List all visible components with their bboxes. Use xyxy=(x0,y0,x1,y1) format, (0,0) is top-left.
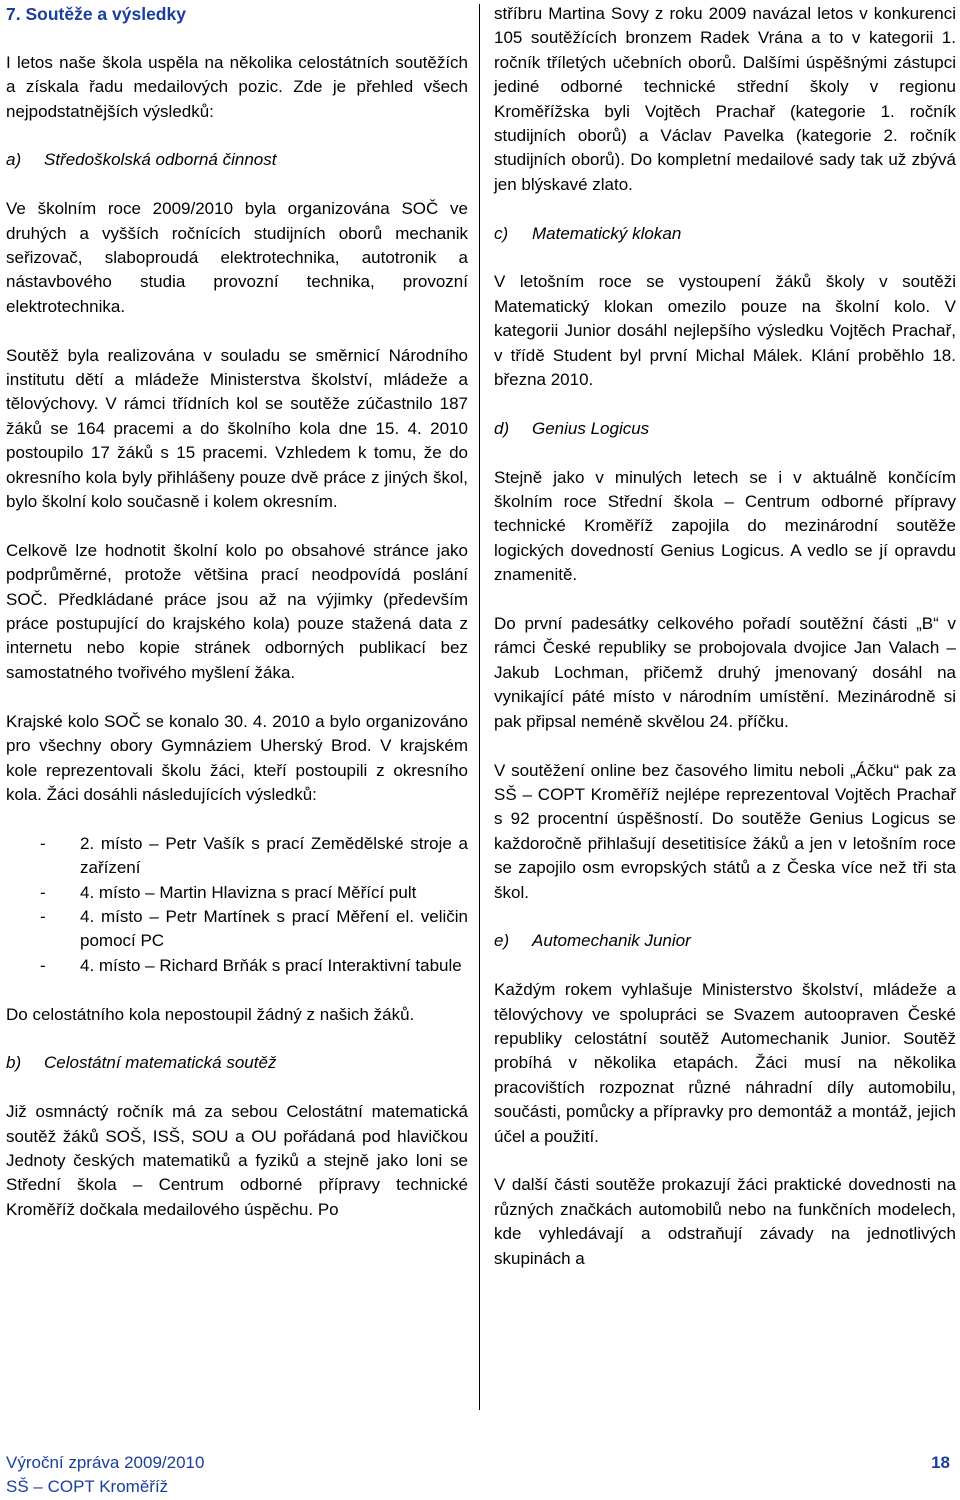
paragraph: Do první padesátky celkového pořadí soutěžní části „B“ v rámci České republiky se probojovala dvojice Jan Valach – Jakub Lochman, přičemž druhý jmenovaný dosáhl na vynikající páté místo v národním umístění. Mezinárodně si pak připsal neméně skvělou 24. příčku. xyxy=(494,614,956,731)
paragraph: Soutěž byla realizována v souladu se směrnicí Národního institutu dětí a mládeže Ministerstva školství, mládeže a tělovýchovy. V rámci třídních kol se soutěže zúčastnilo 187 žáků se 164 pracemi a do školního kola dne 15. 4. 2010 postoupilo 17 žáků s 15 pracemi. Vzhledem k tomu, že do okresního kola byly přihlášeny pouze dvě práce z jiných škol, bylo školní kolo současně i kolem okresním. xyxy=(6,345,468,512)
list-dash: - xyxy=(40,833,46,853)
column-divider xyxy=(479,4,480,1410)
paragraph: Každým rokem vyhlašuje Ministerstvo školství, mládeže a tělovýchovy ve spolupráci se Svazem autoopraven České republiky celostátní soutěž Automechanik Junior. Soutěž probíhá v několika etapách. Žáci musí na několika pracovištích rozpoznat různé náhradní díly automobilu, součásti, pomůcky a přípravky pro demontáž a montáž, jejich účel a použití. xyxy=(494,980,956,1146)
list-item xyxy=(6,832,468,881)
subheading-title: Genius Logicus xyxy=(532,418,650,438)
list-item-text: 2. místo – Petr Vašík s prací Zemědělské stroje a zařízení xyxy=(80,833,468,878)
subheading-letter: e) xyxy=(494,931,510,951)
paragraph: Krajské kolo SOČ se konalo 30. 4. 2010 a bylo organizováno pro všechny obory Gymnáziem Uherský Brod. V krajském kole reprezentovali školu žáci, kteří postoupili z okresního kola. Žáci dosáhli následujících výsledků: xyxy=(6,711,468,804)
list-item-text: 4. místo – Richard Brňák s prací Interaktivní tabule xyxy=(80,955,462,975)
footer-report-title: Výroční zpráva 2009/2010 xyxy=(6,1453,205,1472)
paragraph: Stejně jako v minulých letech se i v aktuálně končícím školním roce Střední škola – Centrum odborné přípravy technické Kroměříž zapojila do mezinárodní soutěže logických dovedností Genius Logicus. A vedlo se jí opravdu znamenitě. xyxy=(494,467,956,585)
paragraph: Celkově lze hodnotit školní kolo po obsahové stránce jako podprůměrné, protože většina prací neodpovídá poslání SOČ. Předkládané práce jsou až na výjimky (především práce postupující do krajského kola) pouze stažená data z internetu nebo kopie stránek odborných publikací bez samostatného tvořivého myšlení žáka. xyxy=(6,540,468,682)
left-column xyxy=(6,2,468,1247)
list-item xyxy=(6,881,468,905)
subheading-genius-logicus xyxy=(494,417,956,441)
paragraph: stříbru Martina Sovy z roku 2009 navázal letos v konkurenci 105 soutěžících bronzem Radek Vrána a to v kategorii 1. ročník tříletých učebních oborů. Dalšími úspěšnými zástupci jediné odborné technické střední školy v regionu Kroměřížska byli Vojtěch Prachař (kategorie 1. ročník studijních oborů) a Václav Pavelka (kategorie 2. ročník studijních oborů). Do kompletní medailové sady tak už zbývá jen blýskavé zlato. xyxy=(494,4,956,194)
page-footer xyxy=(6,1451,954,1499)
subheading-automechanik xyxy=(494,929,956,953)
list-item-text: 4. místo – Martin Hlavizna s prací Měřící pult xyxy=(80,882,417,902)
paragraph: Do celostátního kola nepostoupil žádný z našich žáků. xyxy=(6,1004,415,1024)
list-item-text: 4. místo – Petr Martínek s prací Měření el. veličin pomocí PC xyxy=(80,906,468,951)
subheading-letter: c) xyxy=(494,223,509,243)
paragraph: Již osmnáctý ročník má za sebou Celostátní matematická soutěž žáků SOŠ, ISŠ, SOU a OU pořádaná pod hlavičkou Jednoty českých matematiků a fyziků a stejně jako loni se Střední škola – Centrum odborné přípravy technické Kroměříž dočkala medailového úspěchu. Po xyxy=(6,1102,468,1219)
subheading-title: Celostátní matematická soutěž xyxy=(44,1053,277,1073)
subheading-letter: b) xyxy=(6,1053,22,1073)
subheading-letter: a) xyxy=(6,150,22,170)
right-column xyxy=(494,2,956,1295)
list-dash: - xyxy=(40,882,46,902)
paragraph: V soutěžení online bez časového limitu neboli „Áčku“ pak za SŠ – COPT Kroměříž nejlépe reprezentoval Vojtěch Prachař s 92 procentní úspěšností. Do soutěže Genius Logicus se každoročně přihlašují desetitisíce žáků a jen v letošním roce se zapojilo osm evropských států a z Česka více než tři sta škol. xyxy=(494,760,956,902)
paragraph: V letošním roce se vystoupení žáků školy v soutěži Matematický klokan omezilo pouze na školní kolo. V kategorii Junior dosáhl nejlepšího výsledku Vojtěch Prachař, v třídě Student byl první Michal Málek. Klání proběhlo 18. března 2010. xyxy=(494,272,956,390)
subheading-math-competition xyxy=(6,1051,468,1075)
paragraph: V další části soutěže prokazují žáci praktické dovednosti na různých značkách automobilů nebo na funkčních modelech, kde vyhledávají a odstraňují závady na jednotlivých skupinách a xyxy=(494,1175,956,1268)
subheading-soc xyxy=(6,148,468,172)
list-dash: - xyxy=(40,906,46,926)
intro-paragraph: I letos naše škola uspěla na několika celostátních soutěžích a získala řadu medailových pozic. Zde je přehled všech nejpodstatnějších výsledků: xyxy=(6,52,468,121)
subheading-title: Středoškolská odborná činnost xyxy=(44,150,277,170)
subheading-title: Matematický klokan xyxy=(532,223,682,243)
page-number: 18 xyxy=(931,1453,950,1472)
results-list xyxy=(6,832,468,978)
subheading-letter: d) xyxy=(494,418,510,438)
list-item xyxy=(6,905,468,954)
list-item xyxy=(6,954,468,978)
section-heading: 7. Soutěže a výsledky xyxy=(6,4,186,24)
subheading-title: Automechanik Junior xyxy=(532,931,691,951)
subheading-klokan xyxy=(494,222,956,246)
list-dash: - xyxy=(40,955,46,975)
paragraph: Ve školním roce 2009/2010 byla organizována SOČ ve druhých a vyšších ročnících studijních oborů mechanik seřizovač, slaboproudá elektrotechnika, autotronik a nástavbového studia provozní technika, provozní elektrotechnika. xyxy=(6,199,468,316)
footer-school-name: SŠ – COPT Kroměříž xyxy=(6,1477,169,1496)
